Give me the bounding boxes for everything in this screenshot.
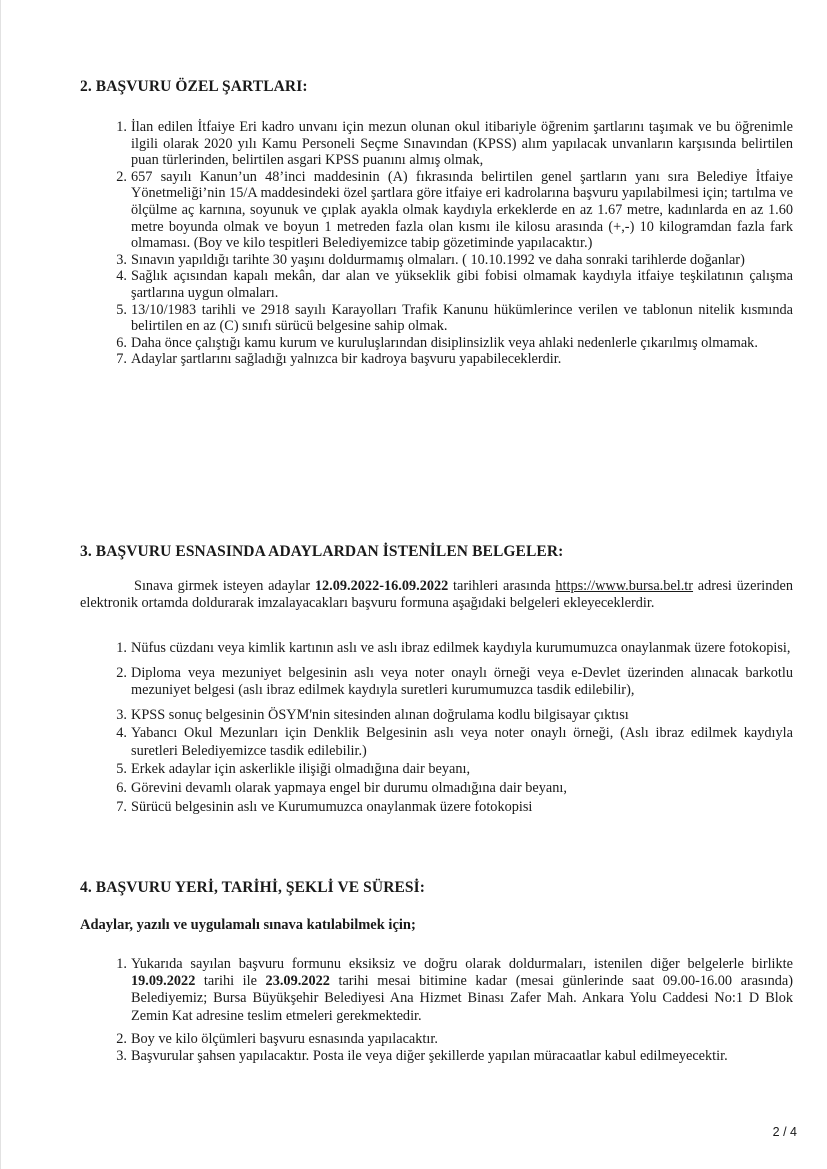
page-edge	[0, 0, 1, 1169]
list-item-number: 1.	[116, 640, 127, 656]
list-item-number: 4.	[116, 268, 127, 285]
list-item-number: 7.	[116, 798, 127, 815]
list-item-number: 2.	[116, 664, 127, 681]
list-item-text: Boy ve kilo ölçümleri başvuru esnasında yapılacaktır.	[131, 1031, 438, 1047]
list-item-number: 3.	[116, 706, 127, 723]
section4-list-rest	[116, 1031, 793, 1065]
list-item	[116, 301, 793, 335]
list-item-number: 5.	[116, 301, 127, 318]
start-date: 19.09.2022	[131, 973, 196, 990]
list-item	[116, 798, 793, 816]
intro-post: adresi üzerinden elektronik ortamda doldurarak imzalayacakları başvuru formuna aşağıdaki belgeleri ekleyeceklerdir.	[80, 578, 793, 611]
list-item	[116, 1048, 793, 1065]
list-item-text: Görevini devamlı olarak yapmaya engel bir durumu olmadığına dair beyanı,	[131, 779, 567, 796]
list-item-text: Daha önce çalıştığı kamu kurum ve kuruluşlarından disiplinsizlik veya ahlaki nedenlerle çıkarılmış olmamak.	[131, 334, 758, 351]
list-item-number: 3.	[116, 1048, 127, 1065]
bursa-website-link[interactable]: https://www.bursa.bel.tr	[555, 578, 694, 594]
list-item-number: 2.	[116, 1031, 127, 1047]
section2-list	[116, 119, 793, 368]
list-item-text: Yabancı Okul Mezunları için Denklik Belgesinin aslı veya noter onaylı örneği, (Aslı ibraz edilmek kaydıyla suretleri Belediyemizce tasdik edilebilir.)	[131, 725, 793, 759]
list-item-text: Sağlık açısından kapalı mekân, dar alan ve yükseklik gibi fobisi olmamak kaydıyla itfaiye teşkilatının çalışma şartlarına uygun olmaları.	[131, 268, 793, 301]
list-item-text: Başvurular şahsen yapılacaktır. Posta ile veya diğer şekillerde yapılan müracaatlar kabul edilmeyecektir.	[131, 1048, 728, 1065]
list-item-number: 5.	[116, 761, 127, 778]
list-item-text: 13/10/1983 tarihli ve 2918 sayılı Karayolları Trafik Kanunu hükümlerince verilen ve tablonun nitelik kısmında belirtilen en az (C) sınıfı sürücü belgesine sahip olmak.	[131, 301, 793, 335]
section4-title: 4. BAŞVURU YERİ, TARİHİ, ŞEKLİ VE SÜRESİ:	[80, 879, 426, 896]
list-item	[116, 779, 793, 797]
list-item	[116, 1031, 793, 1048]
list-item	[116, 334, 793, 352]
page-number: 2 / 4	[772, 1125, 797, 1139]
list-item-number: 4.	[116, 725, 127, 742]
list-item-text: Yukarıda sayılan başvuru formunu eksiksiz ve doğru olarak doldurmaları, istenilen diğer belgelerle birlikte 19.09.2022 tarihi ile 23.09.2022 tarihi mesai bitimine kadar (mesai günlerinde saat 09.00-16.00 arasında) Belediyemiz; Bursa Büyükşehir Belediyesi Ana Hizmet Binası Zafer Mah. Ankara Yolu Caddesi No:1 D Blok Zemin Kat adresine teslim etmeleri gerekmektedir.	[131, 956, 793, 1024]
list-item-text: Diploma veya mezuniyet belgesinin aslı veya noter onaylı örneği veya e-Devlet üzerinden alınacak barkotlu mezuniyet belgesi (aslı ibraz edilmek kaydıyla suretleri kurumumuzca tasdik edilebilir),	[131, 664, 793, 698]
list-item	[116, 725, 793, 759]
list-item	[116, 640, 793, 657]
list-item-text: Nüfus cüzdanı veya kimlik kartının aslı ve aslı ibraz edilmek kaydıyla kurumumuzca onaylanmak üzere fotokopisi,	[131, 640, 791, 656]
list-item-number: 1.	[116, 119, 127, 135]
list-item-number: 7.	[116, 351, 127, 368]
intro-pre: Sınava girmek isteyen adaylar	[134, 578, 315, 594]
list-item-text: Sürücü belgesinin aslı ve Kurumumuzca onaylanmak üzere fotokopisi	[131, 798, 533, 815]
section2-title: 2. BAŞVURU ÖZEL ŞARTLARI:	[80, 78, 308, 95]
list-item	[116, 351, 793, 368]
list-item: 1. Yukarıda sayılan başvuru formunu eksiksiz ve doğru olarak doldurmaları, istenilen diğer belgelerle birlikte 19.09.2022 tarihi ile 23.09.2022 tarihi mesai bitimine kadar (mesai günlerinde saat 09.00-16.00 arasında) Belediyemiz; Bursa Büyükşehir Belediyesi Ana Hizmet Binası Zafer Mah. Ankara Yolu Caddesi No:1 D Blok Zemin Kat adresine teslim etmeleri gerekmektedir.	[116, 956, 793, 1024]
list-item	[116, 664, 793, 699]
section3-title: 3. BAŞVURU ESNASINDA ADAYLARDAN İSTENİLEN BELGELER:	[80, 543, 564, 560]
section3-intro	[80, 578, 793, 612]
section4-subtitle: Adaylar, yazılı ve uygulamalı sınava katılabilmek için;	[80, 917, 416, 933]
list-item	[116, 168, 793, 252]
list-item-text: İlan edilen İtfaiye Eri kadro unvanı için mezun olunan okul itibariyle öğrenim şartlarını taşımak ve bu öğrenimle ilgili olarak 2020 yılı Kamu Personeli Seçme Sınavından (KPSS) alım yapılacak unvanların karşısında belirtilen puan türlerinden, belirtilen asgari KPSS puanını almış olmak,	[131, 119, 793, 169]
section4-list	[116, 956, 793, 1026]
intro-dates: 12.09.2022-16.09.2022	[314, 578, 449, 594]
section3-list	[116, 640, 793, 817]
list-item-number: 6.	[116, 779, 127, 796]
list-item	[116, 706, 793, 724]
list-item	[116, 251, 793, 269]
end-date: 23.09.2022	[265, 973, 330, 990]
list-item-number: 2.	[116, 168, 127, 185]
list-item-text: 657 sayılı Kanun’un 48’inci maddesinin (A) fıkrasında belirtilen genel şartların yanı sıra Belediye İtfaiye Yönetmeliği’nin 15/A maddesindeki özel şartlara göre itfaiye eri kadrolarına başvuru yapılabilmesi için; tartılma ve ölçülme aç karnına, soyunuk ve çıplak ayakla olmak kaydıyla erkeklerde en az 1.67 metre, kadınlarda en az 1.60 metre boyunda olmak ve boyun 1 metreden fazla olan kısmı ile kilosu arasında (+,-) 10 kilogramdan fazla fark olmaması. (Boy ve kilo tespitleri Belediyemizce tabip gözetiminde yapılacaktır.)	[131, 168, 793, 252]
list-item-text: KPSS sonuç belgesinin ÖSYM'nin sitesinden alınan doğrulama kodlu bilgisayar çıktısı	[131, 706, 629, 723]
list-item	[116, 119, 793, 169]
list-item-number: 3.	[116, 251, 127, 268]
list-item	[116, 761, 793, 778]
list-item-text: Sınavın yapıldığı tarihte 30 yaşını doldurmamış olmaları. ( 10.10.1992 ve daha sonraki tarihlerde doğanlar)	[131, 251, 745, 268]
intro-mid: tarihleri arasında	[448, 578, 556, 594]
list-item	[116, 268, 793, 301]
list-item-number: 6.	[116, 334, 127, 351]
list-item-text: Adaylar şartlarını sağladığı yalnızca bir kadroya başvuru yapabileceklerdir.	[131, 351, 562, 368]
list-item-text: Erkek adaylar için askerlikle ilişiği olmadığına dair beyanı,	[131, 761, 471, 778]
